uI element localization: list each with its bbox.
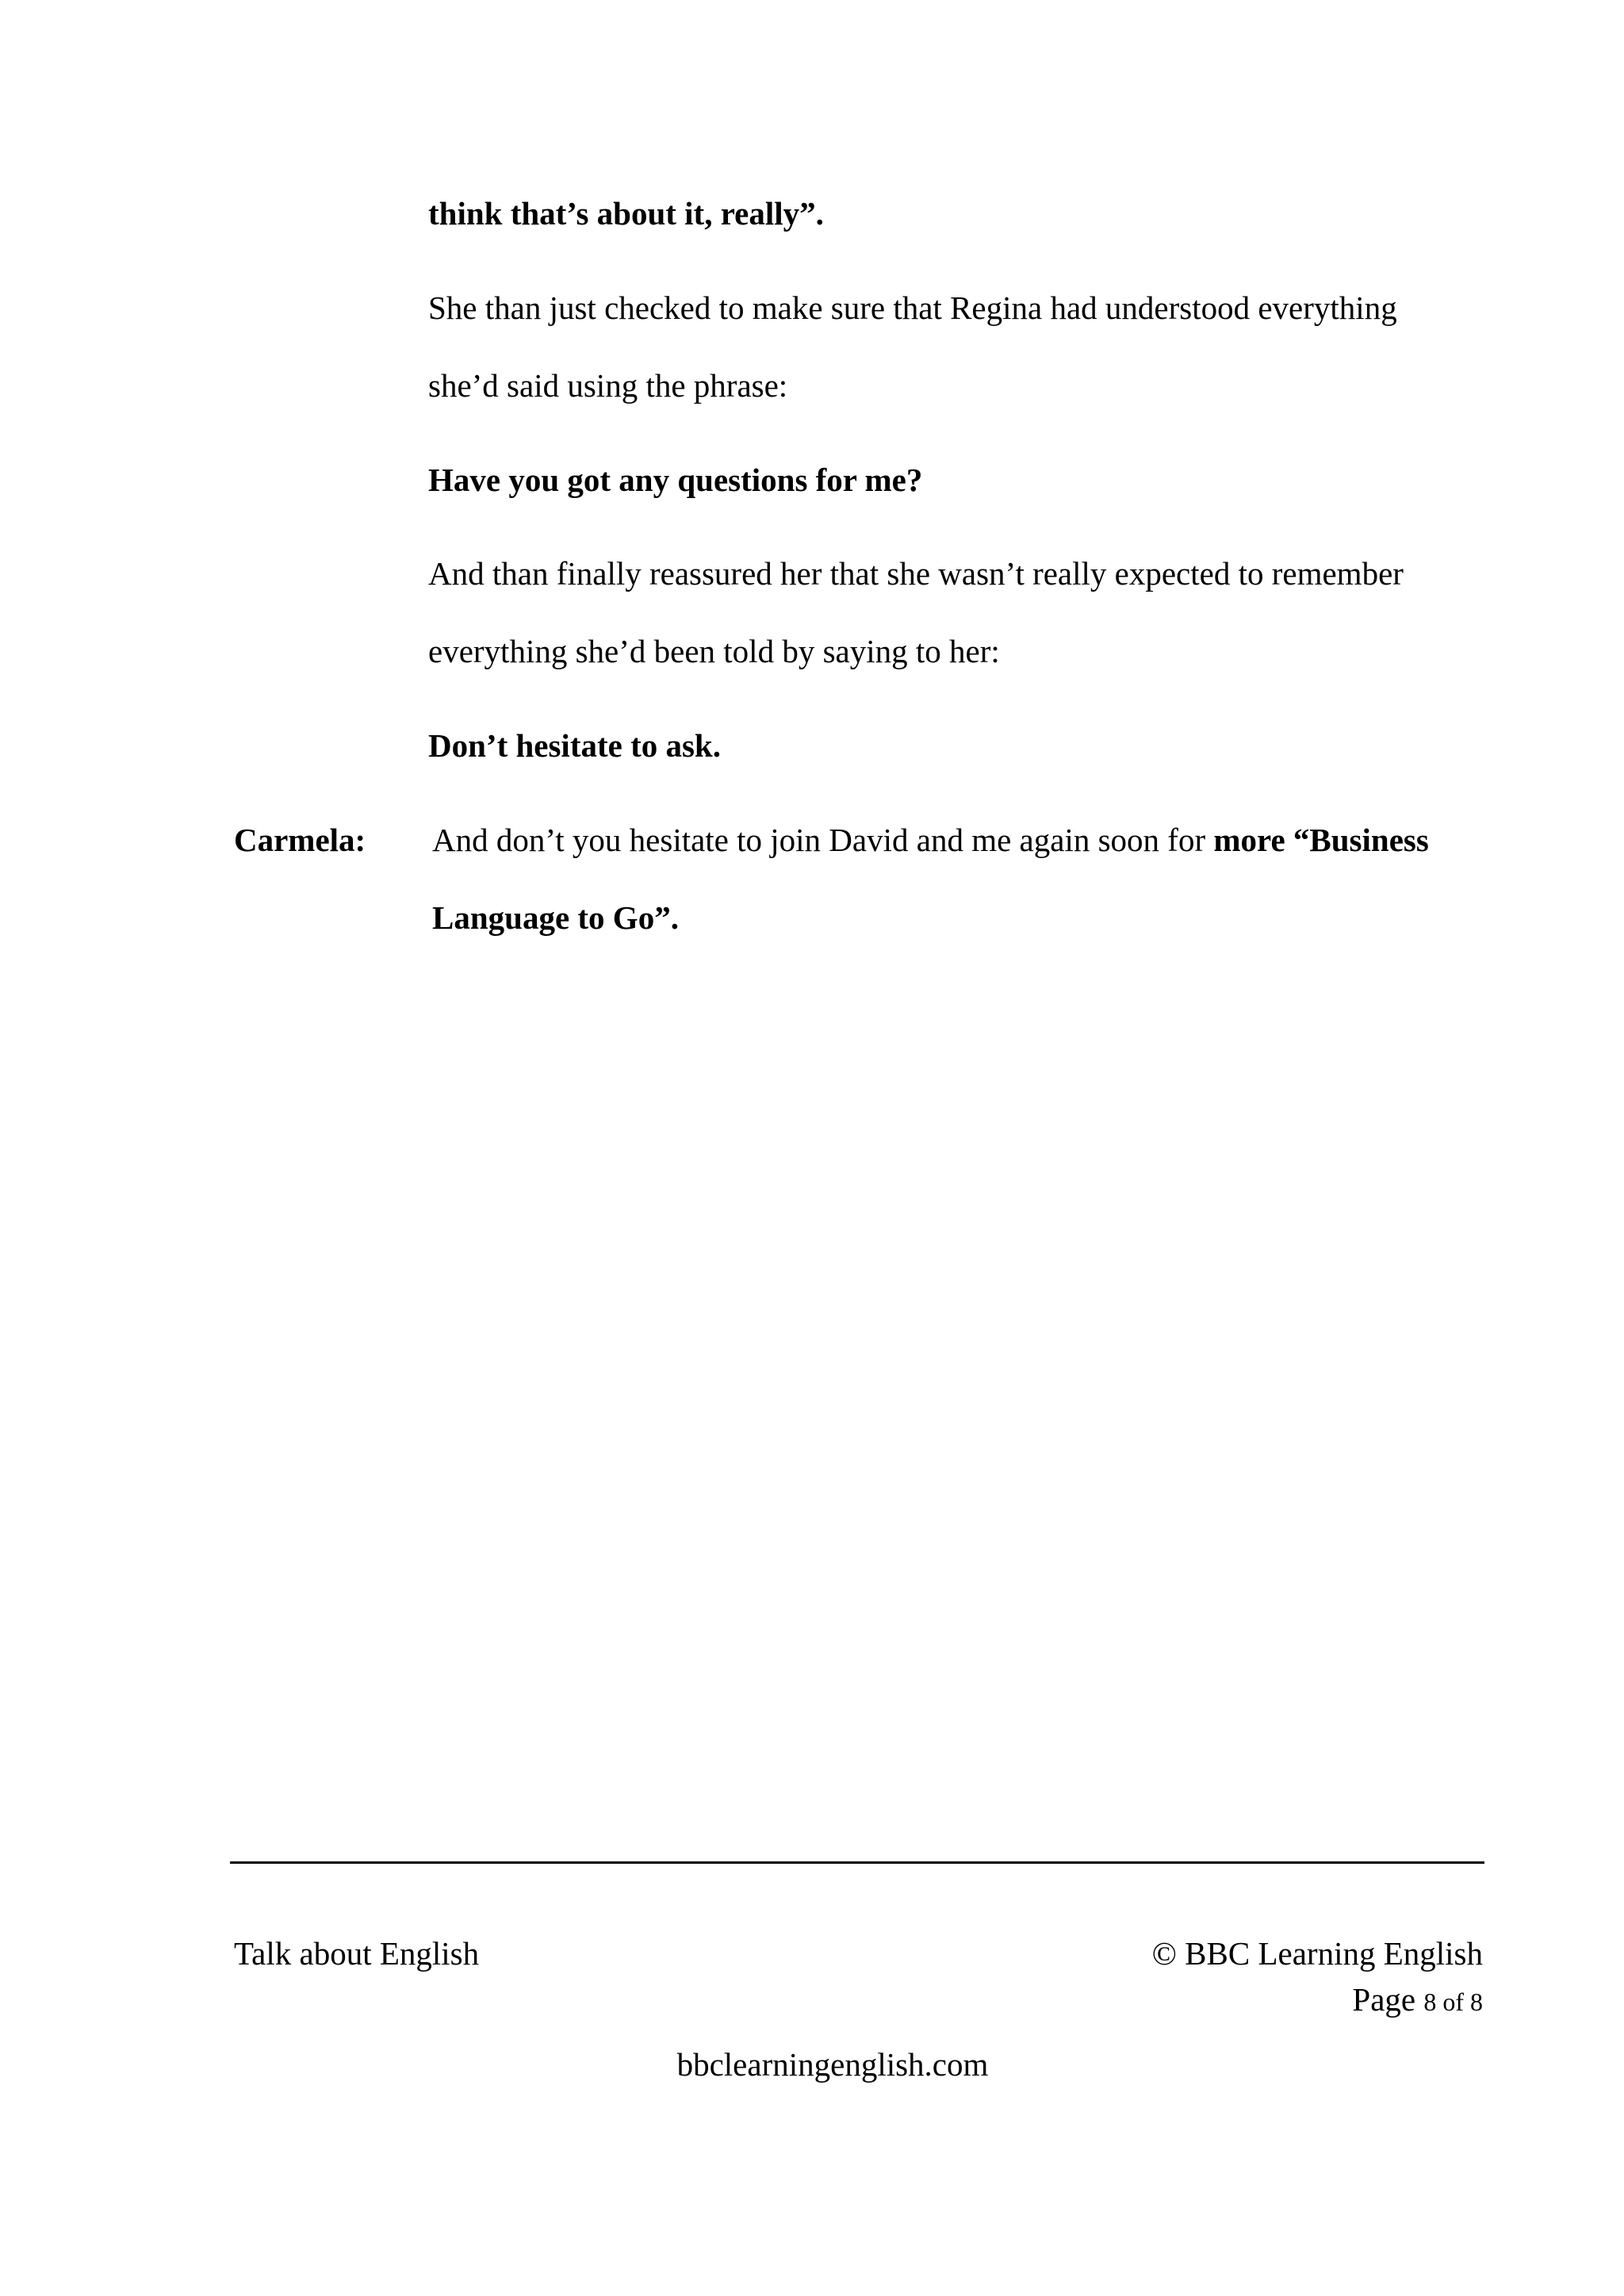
- paragraph-line: everything she’d been told by saying to her:: [428, 633, 1000, 669]
- footer-website: bbclearningenglish.com: [676, 2046, 989, 2083]
- page-number: [1352, 1980, 1483, 2022]
- dialogue-emphasis: more “Business: [1213, 822, 1429, 858]
- paragraph-line: she’d said using the phrase:: [428, 367, 788, 404]
- paragraph-line: And than finally reassured her that she wasn’t really expected to remember: [428, 555, 1404, 592]
- page-label: Page: [1352, 1981, 1416, 2018]
- speaker-label: Carmela:: [234, 822, 366, 858]
- dialogue-line: [432, 820, 1429, 860]
- paragraph-line: She than just checked to make sure that Regina had understood everything: [428, 289, 1397, 326]
- footer-series-title: Talk about English: [234, 1935, 480, 1972]
- key-phrase: Don’t hesitate to ask.: [428, 727, 721, 764]
- page-count: 8 of 8: [1423, 1987, 1483, 2016]
- footer-copyright: © BBC Learning English: [1151, 1935, 1483, 1972]
- closing-line: think that’s about it, really”.: [428, 195, 824, 232]
- footer-divider: [230, 1861, 1484, 1864]
- dialogue-line: Language to Go”.: [432, 899, 679, 936]
- dialogue-text: And don’t you hesitate to join David and me again soon for: [432, 822, 1214, 858]
- key-phrase: Have you got any questions for me?: [428, 462, 923, 498]
